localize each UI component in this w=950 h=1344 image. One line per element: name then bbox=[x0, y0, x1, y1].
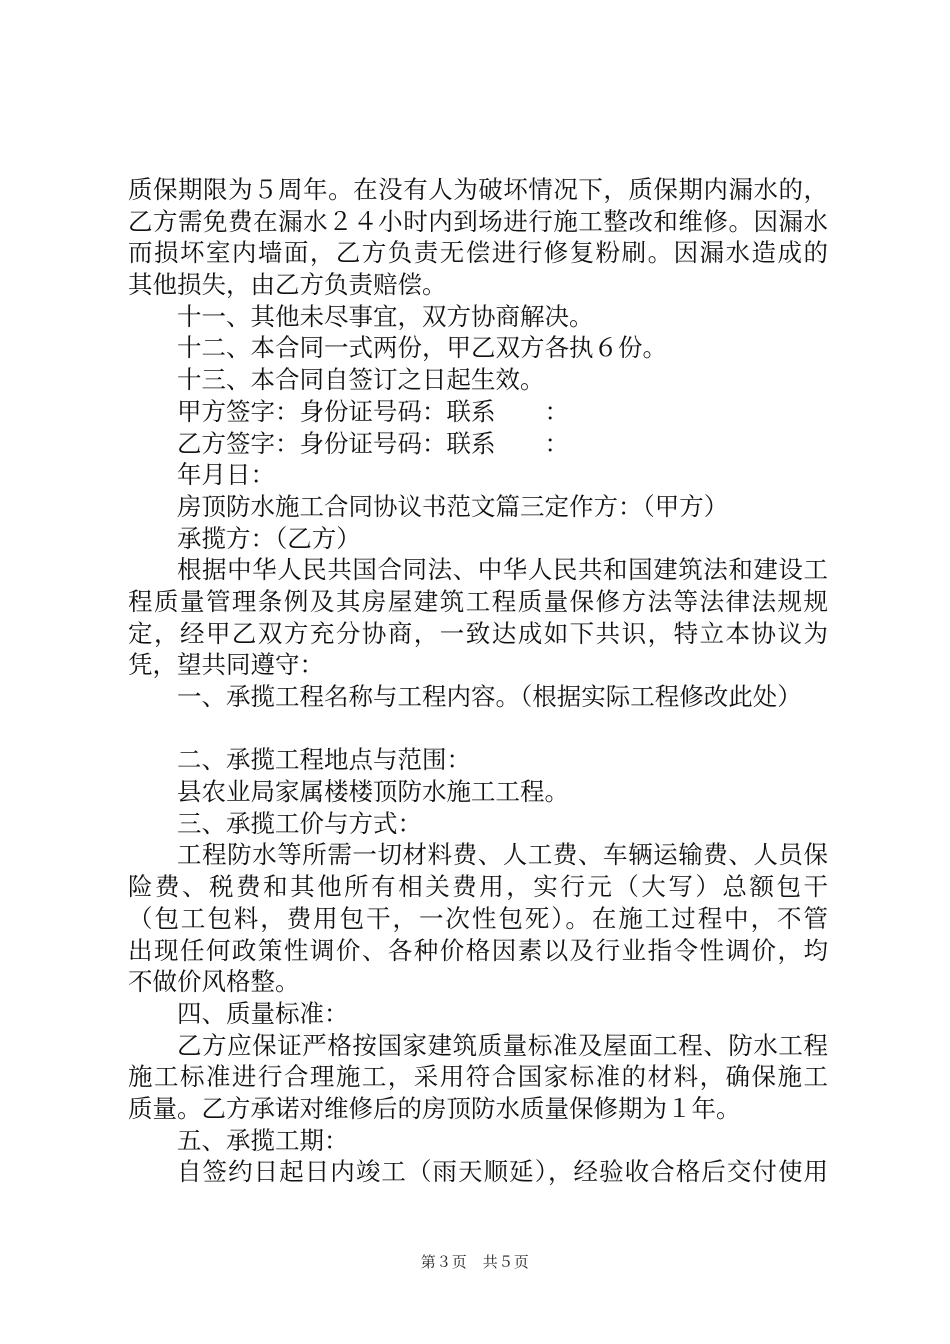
contractor-line: 承揽方：（乙方） bbox=[177, 523, 361, 553]
party-a-signature-line: 甲方签字：身份证号码：联系 ： bbox=[177, 396, 569, 426]
paragraph-line: 质保期限为５周年。在没有人为破坏情况下，质保期内漏水的， bbox=[128, 175, 828, 204]
clause-two-heading: 二、承揽工程地点与范围： bbox=[177, 745, 471, 775]
clause-twelve: 十二、本合同一式两份，甲乙双方各执６份。 bbox=[177, 333, 667, 363]
paragraph-line: 县农业局家属楼楼顶防水施工工程。 bbox=[177, 777, 569, 807]
paragraph-line: 乙方应保证严格按国家建筑质量标准及屋面工程、防水工程 bbox=[177, 1030, 828, 1060]
clause-one-heading: 一、承揽工程名称与工程内容。（根据实际工程修改此处） bbox=[177, 682, 802, 711]
blank-line bbox=[128, 713, 828, 745]
paragraph-line: 乙方需免费在漏水２４小时内到场进行施工整改和维修。因漏水 bbox=[128, 206, 828, 236]
paragraph-line: 出现任何政策性调价、各种价格因素以及行业指令性调价，均 bbox=[128, 935, 828, 965]
paragraph-line: 施工标准进行合理施工，采用符合国家标准的材料，确保施工 bbox=[128, 1062, 828, 1092]
paragraph-line: （包工包料，费用包干，一次性包死）。在施工过程中，不管 bbox=[128, 903, 828, 933]
paragraph-line: 工程防水等所需一切材料费、人工费、车辆运输费、人员保 bbox=[177, 840, 828, 870]
paragraph-line: 险费、税费和其他所有相关费用，实行元（大写）总额包干 bbox=[128, 872, 828, 902]
paragraph-line: 定，经甲乙双方充分协商，一致达成如下共识，特立本协议为 bbox=[128, 618, 828, 648]
date-line: 年月日： bbox=[177, 460, 275, 490]
paragraph-line: 其他损失，由乙方负责赔偿。 bbox=[128, 270, 447, 300]
paragraph-line: 而损坏室内墙面，乙方负责无偿进行修复粉刷。因漏水造成的 bbox=[128, 238, 828, 268]
paragraph-line: 根据中华人民共国合同法、中华人民共和国建筑法和建设工 bbox=[177, 555, 828, 585]
paragraph-line: 凭，望共同遵守： bbox=[128, 650, 324, 680]
clause-five-heading: 五、承揽工期： bbox=[177, 1125, 349, 1155]
paragraph-line: 自签约日起日内竣工（雨天顺延），经验收合格后交付使用 bbox=[177, 1157, 828, 1187]
clause-three-heading: 三、承揽工价与方式： bbox=[177, 808, 422, 838]
paragraph-line: 不做价风格整。 bbox=[128, 967, 300, 997]
clause-thirteen: 十三、本合同自签订之日起生效。 bbox=[177, 365, 545, 395]
clause-four-heading: 四、质量标准： bbox=[177, 998, 349, 1028]
paragraph-line: 程质量管理条例及其房屋建筑工程质量保修方法等法律法规规 bbox=[128, 586, 828, 616]
page-number-footer: 第３页 共５页 bbox=[420, 1253, 530, 1271]
paragraph-line: 质量。乙方承诺对维修后的房顶防水质量保修期为１年。 bbox=[128, 1093, 741, 1123]
section-heading: 房顶防水施工合同协议书范文篇三定作方：（甲方） bbox=[177, 491, 729, 521]
clause-eleven: 十一、其他未尽事宜，双方协商解决。 bbox=[177, 301, 594, 331]
party-b-signature-line: 乙方签字：身份证号码：联系 ： bbox=[177, 428, 569, 458]
document-body bbox=[128, 174, 828, 1188]
